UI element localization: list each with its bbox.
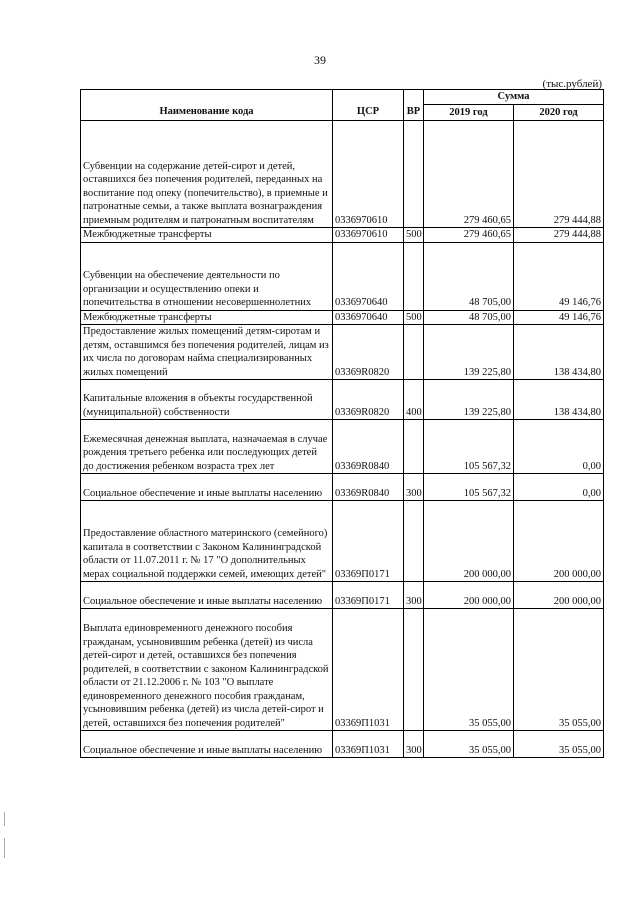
table-row	[81, 609, 604, 731]
row-name: Социальное обеспечение и иные выплаты населению	[81, 582, 333, 609]
row-csr: 0336970640	[333, 242, 404, 310]
row-amount-2019: 279 460,65	[424, 121, 514, 228]
row-vr	[404, 609, 424, 731]
row-vr	[404, 420, 424, 474]
row-vr: 300	[404, 731, 424, 758]
units-label: (тыс.рублей)	[542, 78, 602, 90]
row-csr: 03369R0820	[333, 380, 404, 420]
table-header-row	[81, 90, 604, 105]
table-row	[81, 582, 604, 609]
row-amount-2019: 200 000,00	[424, 501, 514, 582]
row-vr: 300	[404, 474, 424, 501]
row-amount-2020: 0,00	[514, 420, 604, 474]
table-row	[81, 380, 604, 420]
row-amount-2020: 49 146,76	[514, 310, 604, 325]
scan-margin-mark	[4, 812, 5, 826]
header-year-2020: 2020 год	[514, 105, 604, 121]
row-amount-2019: 139 225,80	[424, 380, 514, 420]
row-amount-2020: 0,00	[514, 474, 604, 501]
row-name: Выплата единовременного денежного пособия гражданам, усыновившим ребенка (детей) из числа детей-сирот и детей, оставшихся без попечения родителей, в соответствии с законом Калининградской области от 21.12.2006 г. № 103 "О выплате единовременного денежного пособия гражданам, усыновившим ребенка (детей) из числа детей-сирот и детей, оставшихся без попечения родителей"	[81, 609, 333, 731]
row-amount-2019: 200 000,00	[424, 582, 514, 609]
row-amount-2020: 138 434,80	[514, 325, 604, 380]
scan-margin-mark	[4, 838, 5, 858]
row-vr	[404, 325, 424, 380]
header-name: Наименование кода	[81, 90, 333, 121]
table-row	[81, 242, 604, 310]
row-csr: 03369П0171	[333, 582, 404, 609]
row-amount-2019: 48 705,00	[424, 242, 514, 310]
header-csr: ЦСР	[333, 90, 404, 121]
row-amount-2020: 138 434,80	[514, 380, 604, 420]
row-amount-2020: 35 055,00	[514, 731, 604, 758]
row-csr: 03369П0171	[333, 501, 404, 582]
row-amount-2020: 200 000,00	[514, 582, 604, 609]
row-csr: 0336970610	[333, 121, 404, 228]
row-name: Субвенции на обеспечение деятельности по организации и осуществлению опеки и попечительства в отношении несовершеннолетних	[81, 242, 333, 310]
row-amount-2019: 139 225,80	[424, 325, 514, 380]
row-csr: 0336970610	[333, 228, 404, 243]
row-amount-2020: 35 055,00	[514, 609, 604, 731]
row-name: Социальное обеспечение и иные выплаты населению	[81, 731, 333, 758]
row-name: Предоставление жилых помещений детям-сиротам и детям, оставшимся без попечения родителей, лицам из их числа по договорам найма специализированных жилых помещений	[81, 325, 333, 380]
table-row	[81, 501, 604, 582]
table-row	[81, 731, 604, 758]
row-name: Капитальные вложения в объекты государственной (муниципальной) собственности	[81, 380, 333, 420]
row-amount-2020: 200 000,00	[514, 501, 604, 582]
row-name: Ежемесячная денежная выплата, назначаемая в случае рождения третьего ребенка или последующих детей до достижения ребенком возраста трех лет	[81, 420, 333, 474]
row-csr: 03369R0820	[333, 325, 404, 380]
row-amount-2019: 35 055,00	[424, 609, 514, 731]
row-vr: 400	[404, 380, 424, 420]
row-amount-2019: 105 567,32	[424, 474, 514, 501]
row-csr: 03369П1031	[333, 609, 404, 731]
table-row	[81, 121, 604, 228]
table-row	[81, 474, 604, 501]
row-name: Межбюджетные трансферты	[81, 228, 333, 243]
row-name: Социальное обеспечение и иные выплаты населению	[81, 474, 333, 501]
row-amount-2019: 48 705,00	[424, 310, 514, 325]
header-sum: Сумма	[424, 90, 604, 105]
row-amount-2019: 279 460,65	[424, 228, 514, 243]
row-amount-2019: 105 567,32	[424, 420, 514, 474]
row-csr: 0336970640	[333, 310, 404, 325]
row-amount-2019: 35 055,00	[424, 731, 514, 758]
row-vr	[404, 121, 424, 228]
row-amount-2020: 279 444,88	[514, 228, 604, 243]
row-name: Предоставление областного материнского (семейного) капитала в соответствии с Законом Калининградской области от 11.07.2011 г. № 17 "О дополнительных мерах социальной поддержки семей, имеющих детей"	[81, 501, 333, 582]
row-vr	[404, 501, 424, 582]
row-amount-2020: 49 146,76	[514, 242, 604, 310]
header-year-2019: 2019 год	[424, 105, 514, 121]
row-csr: 03369R0840	[333, 420, 404, 474]
row-name: Межбюджетные трансферты	[81, 310, 333, 325]
page-number: 39	[314, 53, 326, 67]
row-vr: 300	[404, 582, 424, 609]
header-vr: ВР	[404, 90, 424, 121]
row-csr: 03369R0840	[333, 474, 404, 501]
row-name: Субвенции на содержание детей-сирот и детей, оставшихся без попечения родителей, переданных на воспитание под опеку (попечительство), в приемные и патронатные семьи, а также выплата вознаграждения приемным родителям и патронатным воспитателям	[81, 121, 333, 228]
row-vr	[404, 242, 424, 310]
row-vr: 500	[404, 228, 424, 243]
table-row	[81, 310, 604, 325]
row-vr: 500	[404, 310, 424, 325]
table-row	[81, 228, 604, 243]
budget-table	[80, 89, 604, 758]
row-csr: 03369П1031	[333, 731, 404, 758]
row-amount-2020: 279 444,88	[514, 121, 604, 228]
table-row	[81, 325, 604, 380]
table-row	[81, 420, 604, 474]
